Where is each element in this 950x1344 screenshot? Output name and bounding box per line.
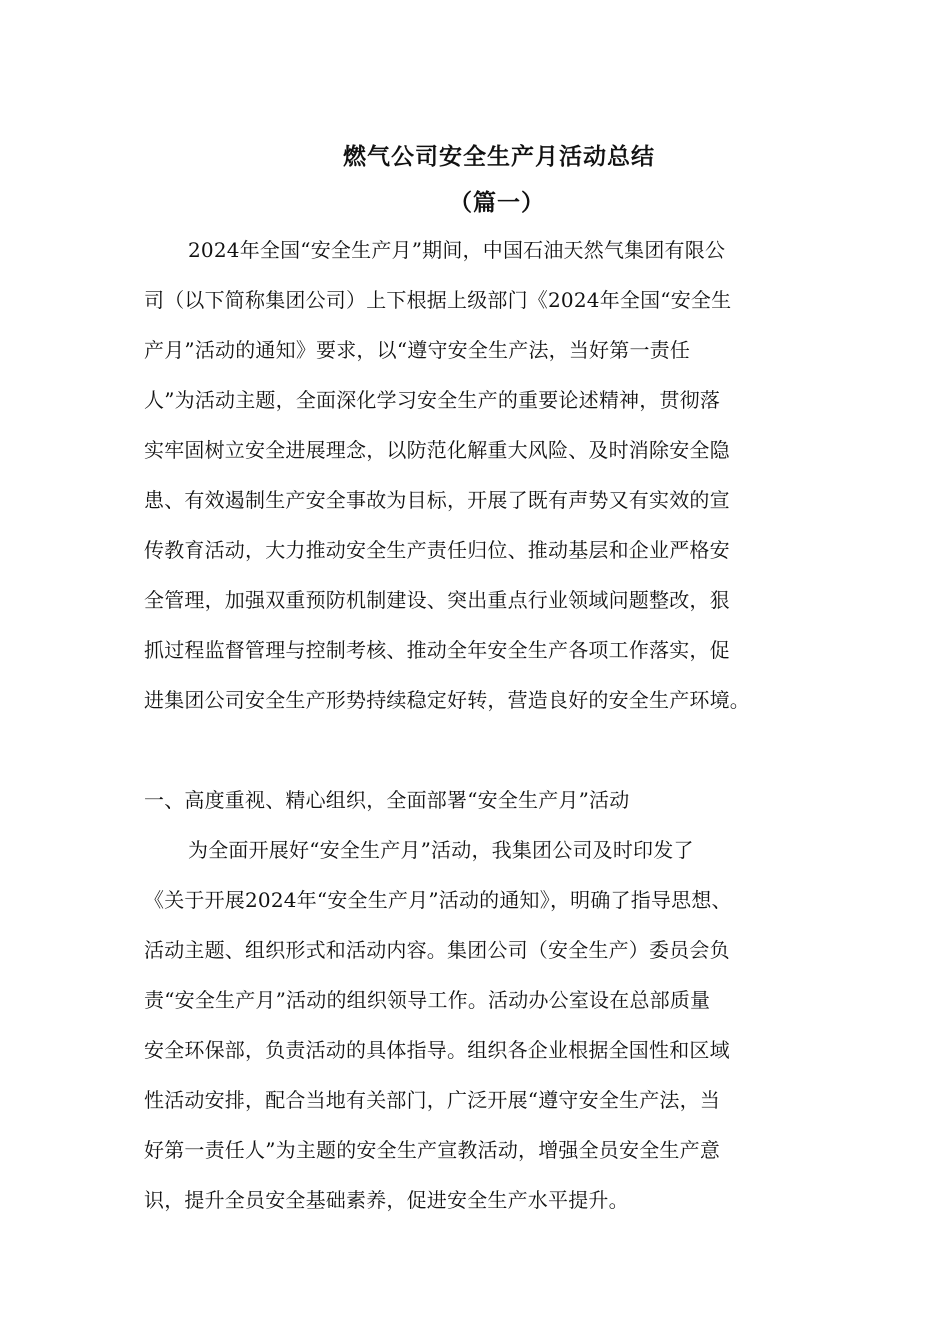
paragraph-line: 识，提升全员安全基础素养，促进安全生产水平提升。 <box>144 1188 629 1212</box>
paragraph-line: 传教育活动，大力推动安全生产责任归位、推动基层和企业严格安 <box>144 538 730 562</box>
section-heading: 一、高度重视、精心组织，全面部署“安全生产月”活动 <box>144 788 630 812</box>
paragraph-line: 好第一责任人”为主题的安全生产宣教活动，增强全员安全生产意 <box>144 1138 721 1162</box>
paragraph-line: 进集团公司安全生产形势持续稳定好转，营造良好的安全生产环境。 <box>144 688 750 712</box>
paragraph-line: 抓过程监督管理与控制考核、推动全年安全生产各项工作落实，促 <box>144 638 730 662</box>
paragraph-line: 人”为活动主题，全面深化学习安全生产的重要论述精神，贯彻落 <box>144 388 721 412</box>
paragraph-line: 责“安全生产月”活动的组织领导工作。活动办公室设在总部质量 <box>144 988 711 1012</box>
paragraph-line: 全管理，加强双重预防机制建设、突出重点行业领域问题整改，狠 <box>144 588 730 612</box>
paragraph-line: 活动主题、组织形式和活动内容。集团公司（安全生产）委员会负 <box>144 938 730 962</box>
paragraph-line: 患、有效遏制生产安全事故为目标，开展了既有声势又有实效的宣 <box>144 488 730 512</box>
paragraph-line: 实牢固树立安全进展理念，以防范化解重大风险、及时消除安全隐 <box>144 438 730 462</box>
paragraph-line: 产月”活动的通知》要求，以“遵守安全生产法，当好第一责任 <box>144 338 691 362</box>
paragraph-line: 司（以下简称集团公司）上下根据上级部门《2024年全国“安全生 <box>144 288 732 312</box>
paragraph-line: 为全面开展好“安全生产月”活动，我集团公司及时印发了 <box>188 838 694 862</box>
paragraph-line: 性活动安排，配合当地有关部门，广泛开展“遵守安全生产法，当 <box>144 1088 721 1112</box>
paragraph-line: 安全环保部，负责活动的具体指导。组织各企业根据全国性和区域 <box>144 1038 730 1062</box>
document-title: 燃气公司安全生产月活动总结 <box>343 143 655 170</box>
document-subtitle: （篇一） <box>449 189 545 216</box>
paragraph-line: 《关于开展2024年“安全生产月”活动的通知》，明确了指导思想、 <box>144 888 732 912</box>
paragraph-line: 2024年全国“安全生产月”期间，中国石油天然气集团有限公 <box>188 238 726 262</box>
